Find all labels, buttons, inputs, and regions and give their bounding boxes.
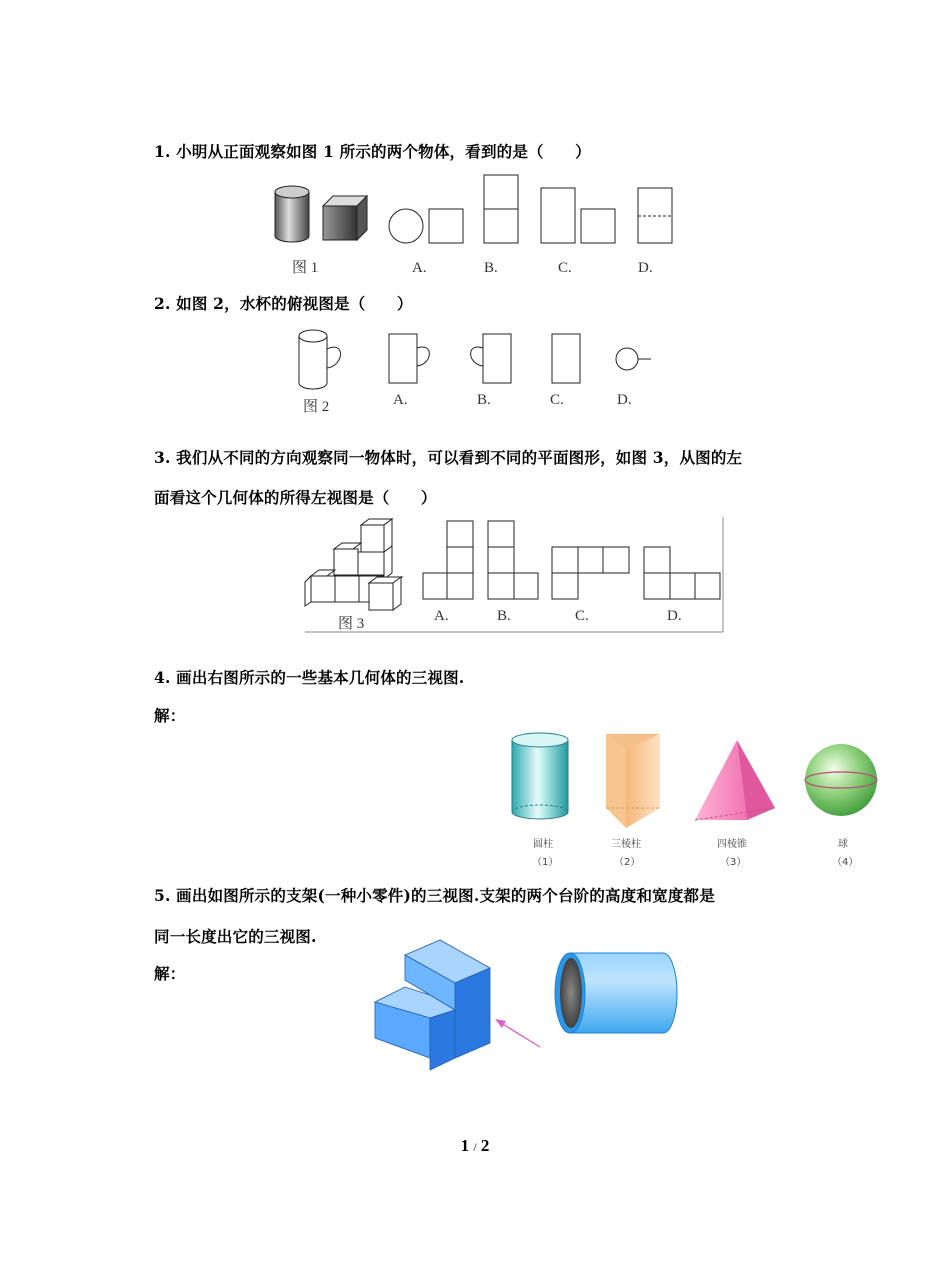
option-3c[interactable] bbox=[552, 547, 629, 624]
figure-2-caption: 图 2 bbox=[303, 399, 330, 415]
question-1-text: 1. 小明从正面观察如图 1 所示的两个物体，看到的是（ ） bbox=[154, 142, 591, 161]
option-2d-label: D. bbox=[617, 392, 632, 408]
option-2c-label: C. bbox=[550, 392, 564, 408]
option-2a[interactable] bbox=[389, 334, 429, 408]
cube-object bbox=[323, 196, 367, 240]
option-3d[interactable] bbox=[644, 547, 720, 624]
option-2b[interactable] bbox=[471, 334, 511, 408]
cylinder-solid bbox=[512, 733, 568, 819]
figure-5 bbox=[370, 940, 690, 1075]
question-5-answer-label: 解： bbox=[154, 964, 186, 983]
prism-num: （2） bbox=[614, 857, 641, 868]
triangular-prism-solid bbox=[606, 734, 660, 828]
option-1a[interactable] bbox=[389, 209, 463, 276]
view-direction-arrow bbox=[495, 1019, 540, 1047]
question-3-text-line1: 3. 我们从不同的方向观察同一物体时，可以看到不同的平面图形，如图 3，从图的左 bbox=[154, 448, 743, 467]
option-1b-label: B. bbox=[484, 260, 498, 276]
pyramid-name: 四棱锥 bbox=[717, 839, 747, 850]
figure-4 bbox=[500, 728, 890, 873]
tube-object bbox=[555, 953, 677, 1033]
option-1c-label: C. bbox=[558, 260, 572, 276]
prism-name: 三棱柱 bbox=[611, 839, 641, 850]
sphere-solid bbox=[805, 744, 877, 816]
bracket-object bbox=[375, 940, 490, 1070]
square-pyramid-solid bbox=[695, 740, 775, 820]
option-2d[interactable] bbox=[616, 348, 651, 408]
option-3a-label: A. bbox=[434, 608, 449, 624]
question-3-text-line2: 面看这个几何体的所得左视图是（ ） bbox=[154, 488, 437, 507]
sphere-name: 球 bbox=[838, 839, 848, 850]
cube-stack-object bbox=[305, 519, 402, 610]
option-3a[interactable] bbox=[423, 521, 473, 624]
option-1d-label: D. bbox=[638, 260, 653, 276]
mug-object bbox=[299, 330, 341, 389]
pyramid-num: （3） bbox=[720, 857, 747, 868]
cylinder-object bbox=[275, 186, 309, 242]
option-3b-label: B. bbox=[497, 608, 511, 624]
option-3d-label: D. bbox=[667, 608, 682, 624]
cylinder-num: （1） bbox=[532, 857, 559, 868]
option-1a-label: A. bbox=[412, 260, 427, 276]
figure-2 bbox=[290, 322, 670, 417]
question-4-answer-label: 解： bbox=[154, 706, 186, 725]
figure-1 bbox=[270, 172, 690, 282]
question-4-text: 4. 画出右图所示的一些基本几何体的三视图. bbox=[154, 668, 465, 687]
option-1b[interactable] bbox=[484, 175, 518, 276]
question-2-text: 2. 如图 2，水杯的俯视图是（ ） bbox=[154, 294, 413, 313]
figure-3 bbox=[305, 517, 725, 635]
question-5-text-line1: 5. 画出如图所示的支架(一种小零件)的三视图.支架的两个台阶的高度和宽度都是 bbox=[154, 886, 715, 905]
page-separator: / bbox=[473, 1140, 477, 1154]
sphere-num: （4） bbox=[832, 857, 859, 868]
cylinder-name: 圆柱 bbox=[533, 839, 553, 850]
page-total: 2 bbox=[480, 1136, 490, 1155]
option-1c[interactable] bbox=[541, 188, 615, 276]
page-current: 1 bbox=[460, 1136, 470, 1155]
page-number bbox=[0, 1136, 950, 1156]
option-1d[interactable] bbox=[638, 188, 672, 276]
option-2b-label: B. bbox=[477, 392, 491, 408]
option-2a-label: A. bbox=[393, 392, 408, 408]
figure-1-caption: 图 1 bbox=[292, 260, 319, 276]
option-3c-label: C. bbox=[575, 608, 589, 624]
question-5-text-line2: 同一长度出它的三视图. bbox=[154, 927, 317, 946]
option-3b[interactable] bbox=[488, 521, 538, 624]
option-2c[interactable] bbox=[550, 334, 580, 408]
figure-3-caption: 图 3 bbox=[338, 616, 365, 632]
